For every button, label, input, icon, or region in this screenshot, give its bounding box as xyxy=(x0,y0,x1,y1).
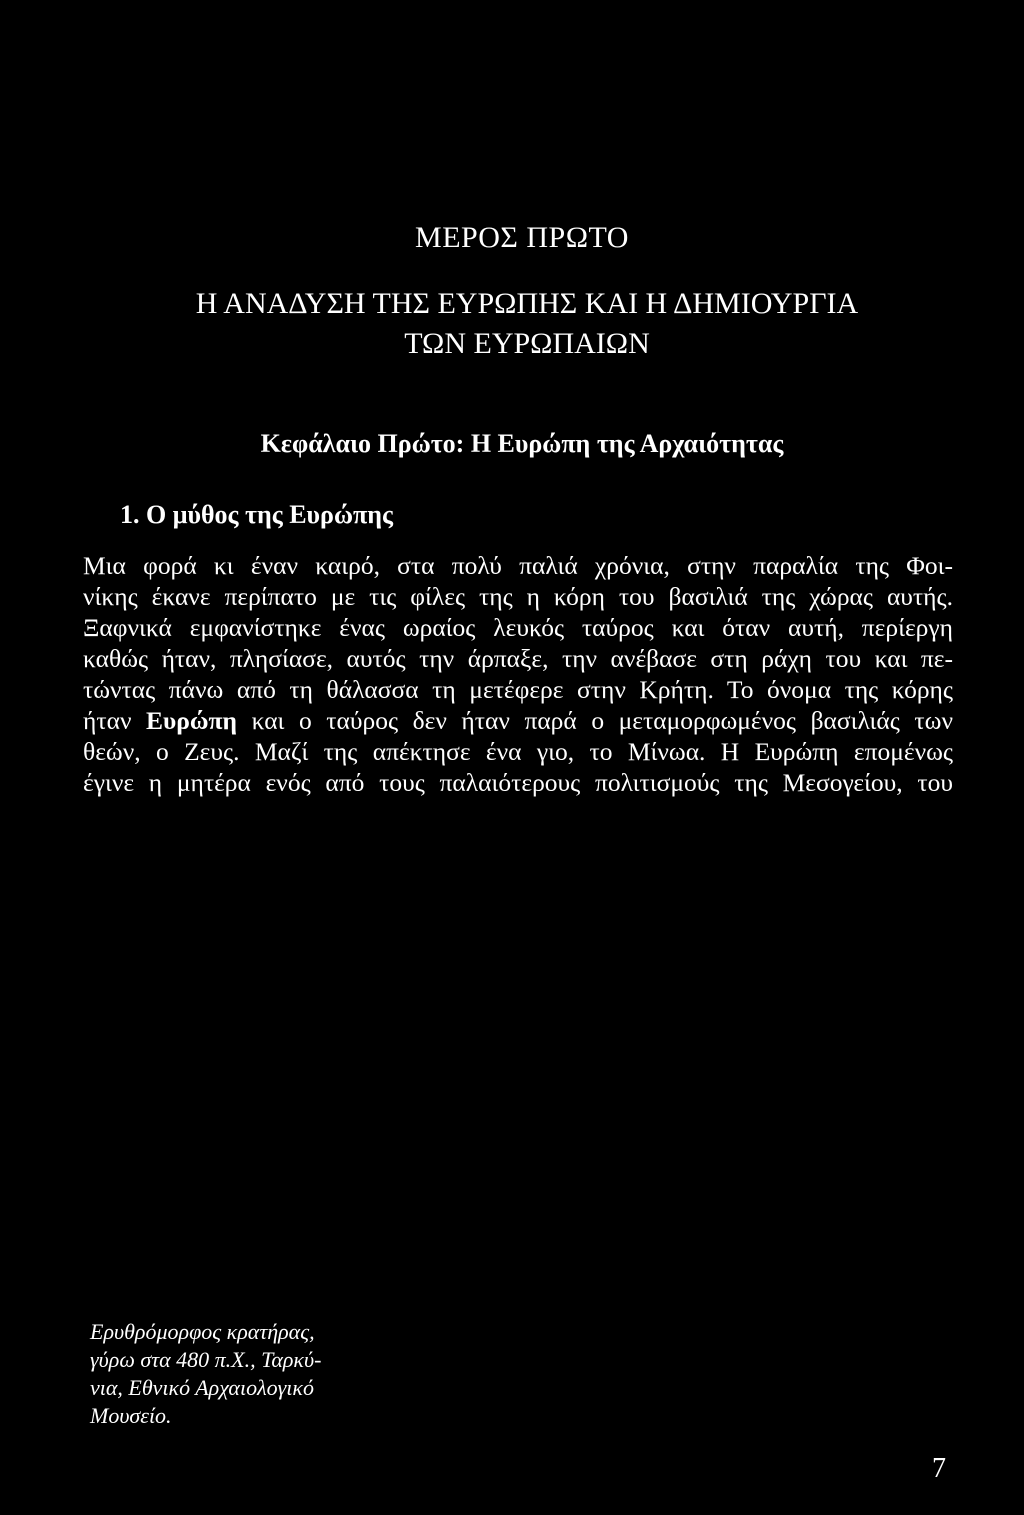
body-paragraph xyxy=(83,550,953,798)
chapter-title: Κεφάλαιο Πρώτο: Η Ευρώπη της Αρχαιότητας xyxy=(260,429,784,458)
body-line-6 xyxy=(83,705,953,736)
caption-line-1: Ερυθρόμορφος κρατήρας, xyxy=(90,1319,315,1344)
body-line-1: Μια φορά κι έναν καιρό, στα πολύ παλιά χρόνια, στην παραλία της Φοι- xyxy=(83,551,953,580)
body-line-7: θεών, ο Ζευς. Μαζί της απέκτησε ένα γιο, το Μίνωα. Η Ευρώπη επομένως xyxy=(83,737,953,766)
caption-line-2: γύρω στα 480 π.Χ., Ταρκύ- xyxy=(90,1347,322,1372)
body-line-6-start: ήταν xyxy=(83,706,147,735)
main-title-line-1: Η ΑΝΑΔΥΣΗ ΤΗΣ ΕΥΡΩΠΗΣ ΚΑΙ Η ΔΗΜΙΟΥΡΓΙΑ xyxy=(195,287,859,320)
europa-name-bold: Ευρώπη xyxy=(146,706,238,735)
body-line-6-end: και ο ταύρος δεν ήταν παρά ο μεταμορφωμένος βασιλιάς των xyxy=(237,706,953,735)
body-line-5: τώντας πάνω από τη θάλασσα τη μετέφερε στην Κρήτη. Το όνομα της κόρης xyxy=(83,675,953,704)
page-number: 7 xyxy=(932,1453,946,1484)
body-line-2: νίκης έκανε περίπατο με τις φίλες της η κόρη του βασιλιά της χώρας αυτής. xyxy=(83,582,953,611)
caption-line-4: Μουσείο. xyxy=(90,1403,172,1428)
body-line-3: Ξαφνικά εμφανίστηκε ένας ωραίος λευκός ταύρος και όταν αυτή, περίεργη xyxy=(83,613,953,642)
body-line-8: έγινε η μητέρα ενός από τους παλαιότερους πολιτισμούς της Μεσογείου, του xyxy=(83,768,953,797)
main-title xyxy=(0,284,1024,364)
caption-line-3: νια, Εθνικό Αρχαιολογικό xyxy=(90,1375,314,1400)
main-title-line-2: ΤΩΝ ΕΥΡΩΠΑΙΩΝ xyxy=(404,327,650,360)
part-title: ΜΕΡΟΣ ΠΡΩΤΟ xyxy=(415,221,629,254)
body-line-4: καθώς ήταν, πλησίασε, αυτός την άρπαξε, την ανέβασε στη ράχη του και πε- xyxy=(83,644,953,673)
image-caption xyxy=(90,1318,350,1430)
section-title: 1. Ο μύθος της Ευρώπης xyxy=(120,500,393,529)
